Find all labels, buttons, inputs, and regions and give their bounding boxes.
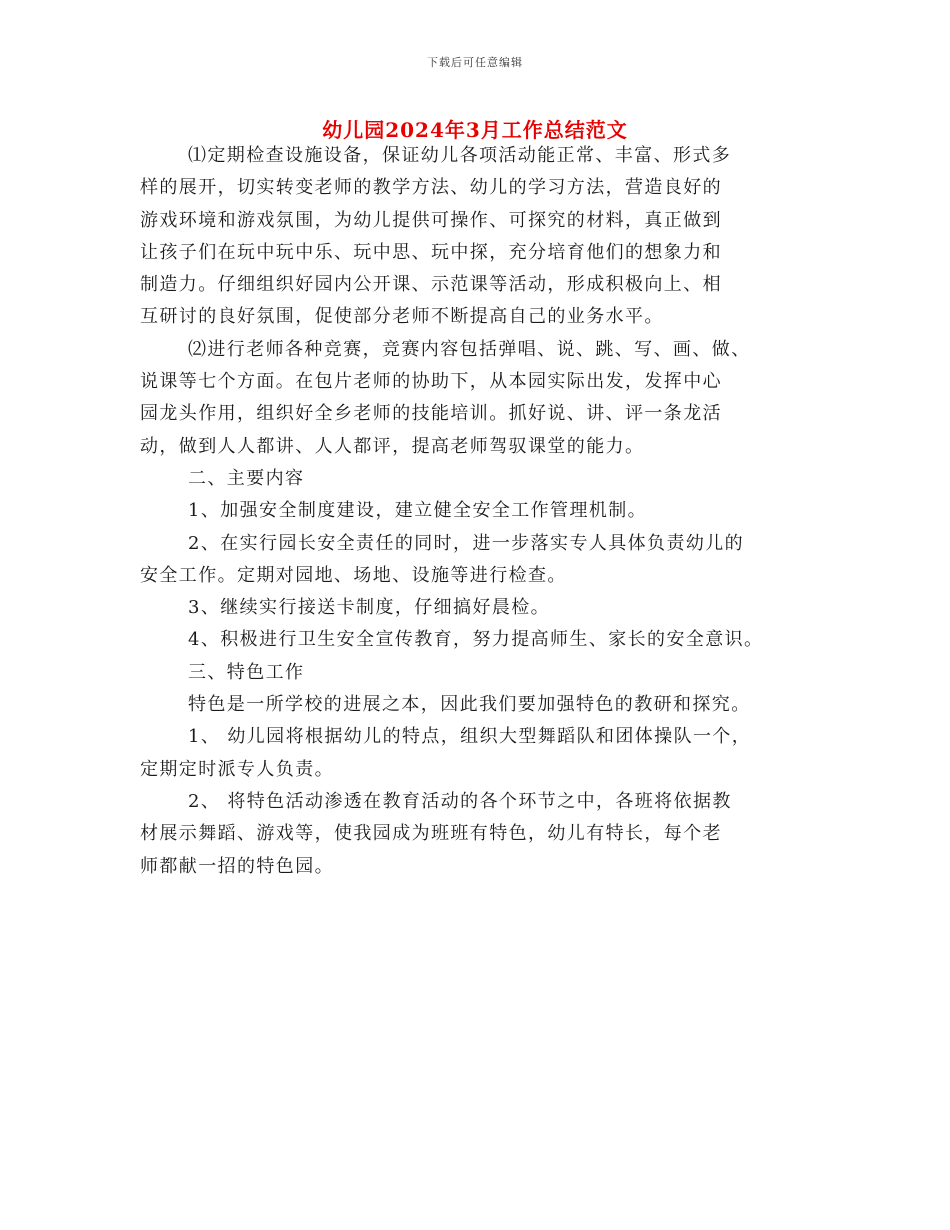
- body-line: 2、在实行园长安全责任的同时，进一步落实专人具体负责幼儿的: [188, 532, 745, 554]
- body-line: 制造力。仔细组织好园内公开课、示范课等活动，形成积极向上、相: [140, 274, 722, 296]
- body-line: 定期定时派专人负责。: [140, 758, 334, 780]
- body-line: 园龙头作用，组织好全乡老师的技能培训。抓好说、讲、评一条龙活: [140, 403, 722, 425]
- body-line: ⑴定期检查设施设备，保证幼儿各项活动能正常、丰富、形式多: [188, 145, 732, 166]
- page-title: 幼儿园2024年3月工作总结范文: [322, 118, 628, 142]
- body-line: 4、积极进行卫生安全宣传教育，努力提高师生、家长的安全意识。: [188, 629, 764, 651]
- body-line: 互研讨的良好氛围，促使部分老师不断提高自己的业务水平。: [140, 306, 664, 328]
- document-body: [140, 140, 830, 883]
- header-note: 下载后可任意编辑: [427, 56, 523, 69]
- body-line: 安全工作。定期对园地、场地、设施等进行检查。: [140, 564, 567, 586]
- body-line: 二、主要内容: [188, 467, 305, 489]
- body-line: 样的展开，切实转变老师的教学方法、幼儿的学习方法，营造良好的: [140, 177, 722, 199]
- body-line: 让孩子们在玩中玩中乐、玩中思、玩中探，充分培育他们的想象力和: [140, 241, 722, 263]
- body-line: 材展示舞蹈、游戏等，使我园成为班班有特色，幼儿有特长，每个老: [140, 823, 722, 845]
- body-line: 2、 将特色活动渗透在教育活动的各个环节之中，各班将依据教: [188, 790, 732, 812]
- body-line: 动，做到人人都讲、人人都评，提高老师驾驭课堂的能力。: [140, 435, 645, 457]
- body-line: 三、特色工作: [188, 661, 305, 683]
- body-line: 游戏环境和游戏氛围，为幼儿提供可操作、可探究的材料，真正做到: [140, 209, 722, 231]
- body-line: 1、 幼儿园将根据幼儿的特点，组织大型舞蹈队和团体操队一个，: [188, 726, 752, 748]
- body-line: 特色是一所学校的进展之本，因此我们要加强特色的教研和探究。: [188, 694, 751, 716]
- body-line: 1、加强安全制度建设，建立健全安全工作管理机制。: [188, 500, 648, 522]
- body-line: ⑵进行老师各种竞赛，竞赛内容包括弹唱、说、跳、写、画、做、: [188, 338, 751, 360]
- body-line: 师都献一招的特色园。: [140, 855, 334, 877]
- body-line: 说课等七个方面。在包片老师的协助下，从本园实际出发，发挥中心: [140, 371, 722, 393]
- body-line: 3、继续实行接送卡制度，仔细搞好晨检。: [188, 597, 551, 619]
